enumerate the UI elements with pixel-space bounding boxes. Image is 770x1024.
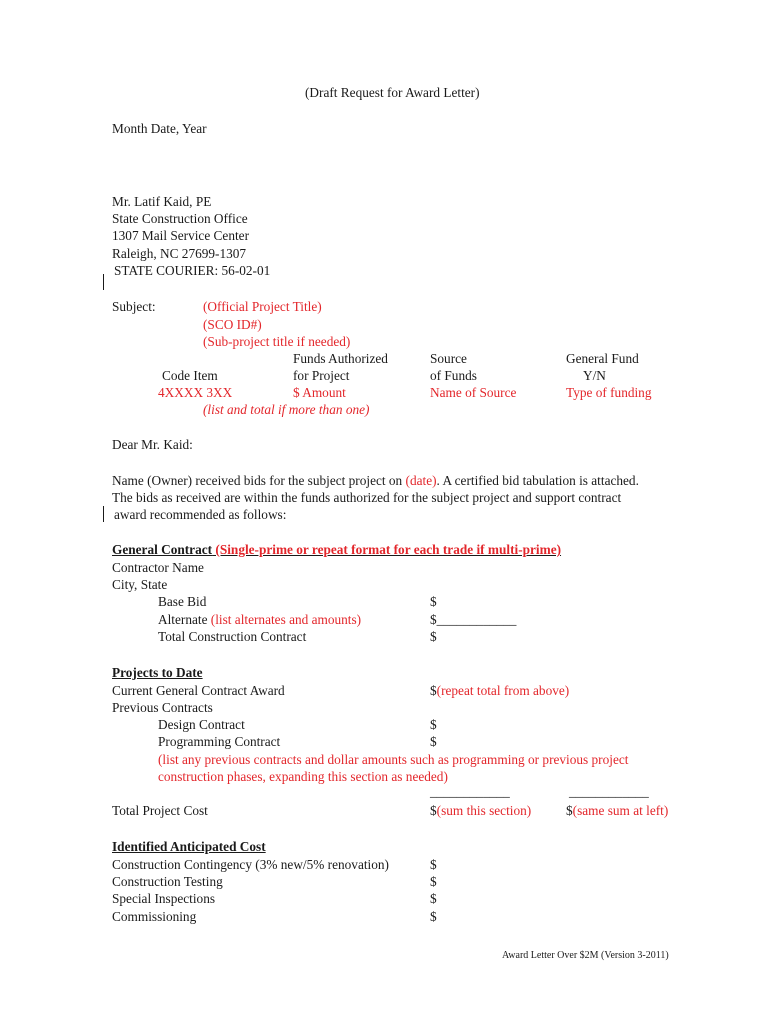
text-cursor-marker [103, 506, 104, 522]
header-of-funds: of Funds [430, 368, 477, 383]
total-dollar-right: $ [566, 803, 573, 818]
list-item-value: $ [430, 909, 437, 924]
recipient-city: Raleigh, NC 27699-1307 [112, 246, 247, 261]
header-source: Source [430, 351, 467, 366]
subject-subtitle: (Sub-project title if needed) [203, 334, 351, 349]
alternate-value: $____________ [430, 612, 517, 627]
salutation: Dear Mr. Kaid: [112, 437, 193, 452]
header-code-item: Code Item [162, 368, 218, 383]
total-note-left: (sum this section) [436, 803, 532, 818]
row-source: Name of Source [430, 385, 517, 400]
body-line-2: The bids as received are within the funds authorized for the subject project and support contract [112, 490, 622, 505]
date-line: Month Date, Year [112, 121, 207, 136]
contractor-name: Contractor Name [112, 560, 204, 575]
page-footer: Award Letter Over $2M (Version 3-2011) [502, 950, 669, 961]
anticipated-cost-heading: Identified Anticipated Cost [112, 839, 266, 854]
funds-note: (list and total if more than one) [203, 402, 370, 417]
general-contract-title: General Contract [112, 542, 213, 557]
list-item: Construction Testing [112, 874, 223, 889]
recipient-name: Mr. Latif Kaid, PE [112, 194, 212, 209]
text-cursor-marker [103, 274, 104, 290]
body-line-1-end: . A certified bid tabulation is attached. [436, 473, 639, 488]
current-award-note: (repeat total from above) [436, 683, 570, 698]
recipient-street: 1307 Mail Service Center [112, 228, 249, 243]
alternate-note: (list alternates and amounts) [210, 612, 362, 627]
total-dollar-left: $ [430, 803, 437, 818]
subject-project-title: (Official Project Title) [203, 299, 322, 314]
previous-contracts-note-1: (list any previous contracts and dollar amounts such as programming or previous project [158, 752, 629, 767]
list-item: Construction Contingency (3% new/5% renovation) [112, 857, 389, 872]
header-funds-authorized: Funds Authorized [293, 351, 388, 366]
subject-sco-id: (SCO ID#) [203, 317, 262, 332]
base-bid-value: $ [430, 594, 437, 609]
total-construction-value: $ [430, 629, 437, 644]
subject-label: Subject: [112, 299, 156, 314]
header-for-project: for Project [293, 368, 350, 383]
projects-to-date-heading: Projects to Date [112, 665, 203, 680]
general-contract-heading [112, 541, 561, 558]
body-line-1 [112, 472, 639, 489]
list-item-value: $ [430, 874, 437, 889]
contractor-city-state: City, State [112, 577, 168, 592]
header-general-fund: General Fund [566, 351, 639, 366]
row-type: Type of funding [566, 385, 652, 400]
total-project-cost-value [430, 802, 531, 819]
recipient-office: State Construction Office [112, 211, 248, 226]
base-bid-label: Base Bid [158, 594, 207, 609]
sum-underline-left: ____________ [430, 784, 510, 799]
total-note-right: (same sum at left) [572, 803, 669, 818]
list-item-value: $ [430, 857, 437, 872]
general-contract-note: (Single-prime or repeat format for each trade if multi-prime) [212, 542, 562, 557]
body-line-3: award recommended as follows: [114, 507, 287, 522]
page-title: (Draft Request for Award Letter) [305, 85, 480, 100]
bid-date: (date) [405, 473, 437, 488]
total-construction-label: Total Construction Contract [158, 629, 307, 644]
previous-contracts-note-2: construction phases, expanding this section as needed) [158, 769, 448, 784]
design-contract-value: $ [430, 717, 437, 732]
alternate-label [158, 611, 361, 628]
current-award-dollar: $ [430, 683, 437, 698]
programming-contract-value: $ [430, 734, 437, 749]
list-item: Commissioning [112, 909, 197, 924]
previous-contracts-label: Previous Contracts [112, 700, 213, 715]
header-yn: Y/N [583, 368, 606, 383]
sum-underline-right: ____________ [569, 784, 649, 799]
alternate-text: Alternate [158, 612, 211, 627]
list-item-value: $ [430, 891, 437, 906]
body-line-1-text: Name (Owner) received bids for the subject project on [112, 473, 406, 488]
design-contract-label: Design Contract [158, 717, 245, 732]
current-award-label: Current General Contract Award [112, 683, 285, 698]
total-project-cost-label: Total Project Cost [112, 803, 208, 818]
current-award-value [430, 682, 569, 699]
programming-contract-label: Programming Contract [158, 734, 281, 749]
total-project-cost-value-right [566, 802, 668, 819]
row-amount: $ Amount [293, 385, 346, 400]
recipient-courier: STATE COURIER: 56-02-01 [114, 263, 271, 278]
row-code-item: 4XXXX 3XX [158, 385, 233, 400]
list-item: Special Inspections [112, 891, 216, 906]
